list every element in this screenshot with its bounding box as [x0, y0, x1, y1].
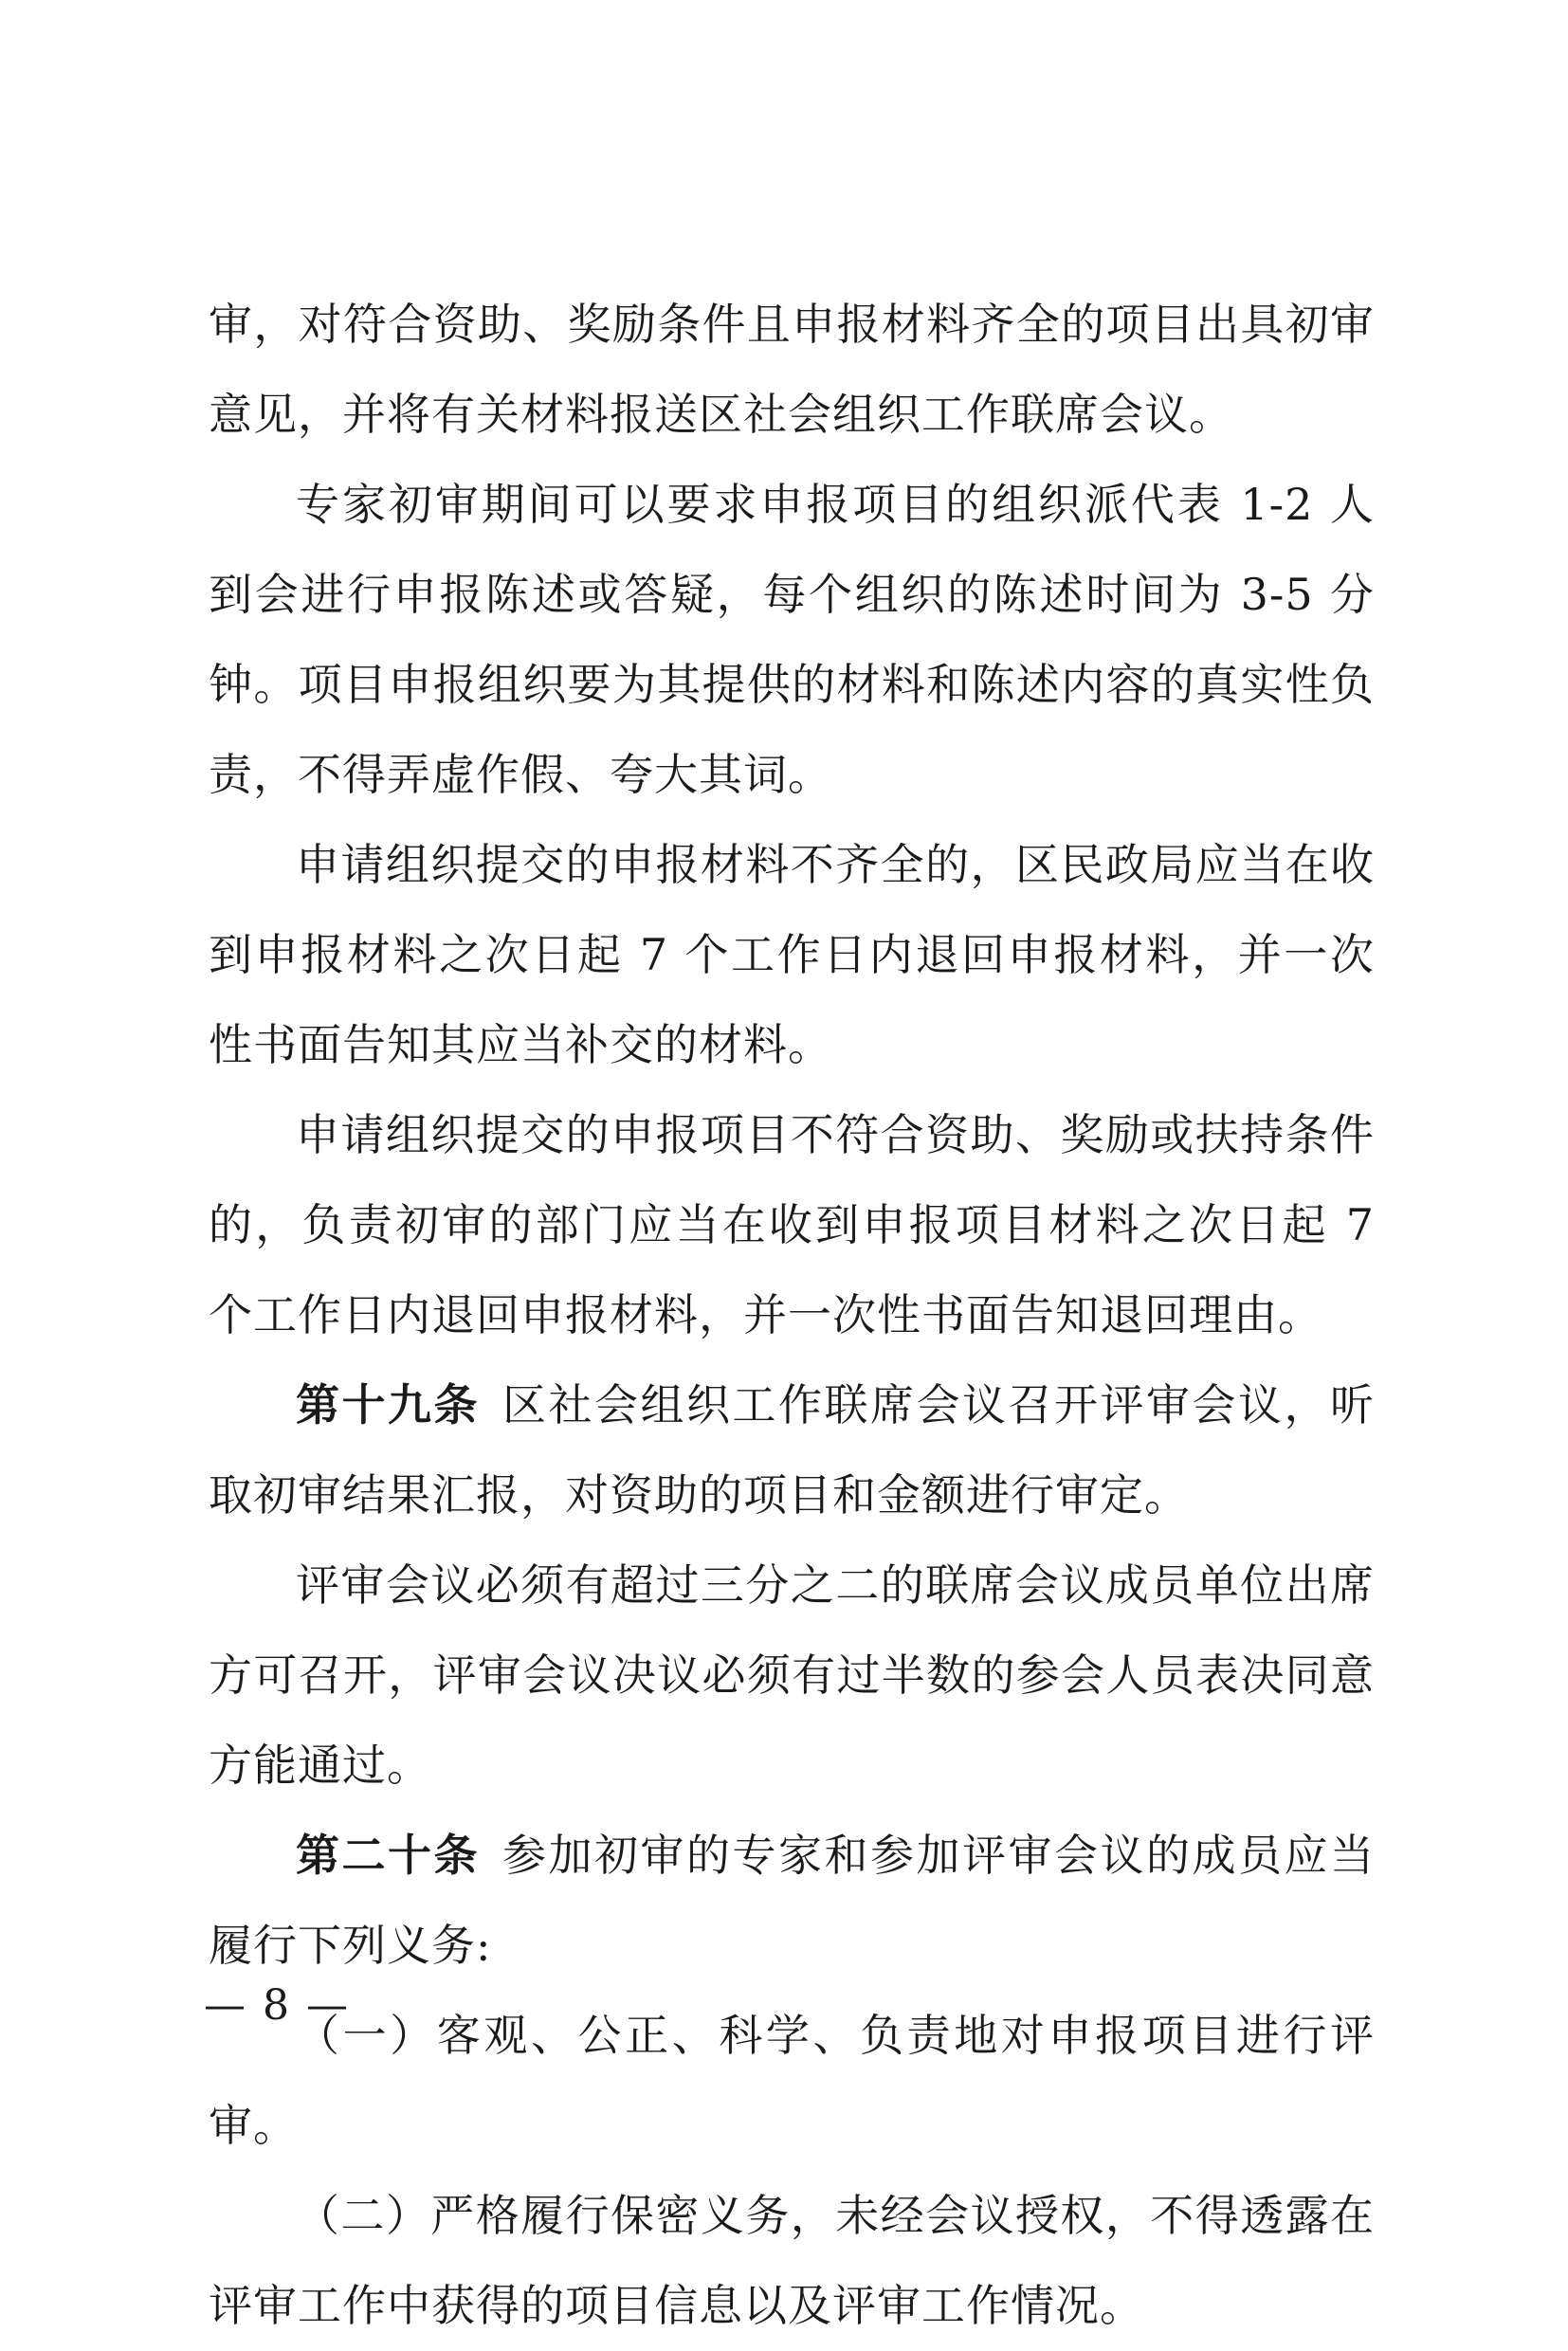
- paragraph-expert-review: 专家初审期间可以要求申报项目的组织派代表 1-2 人到会进行申报陈述或答疑，每个组织的陈述时间为 3-5 分钟。项目申报组织要为其提供的材料和陈述内容的真实性负责，不得弄虚作假、夸大其词。: [209, 479, 1375, 800]
- document-body: [209, 280, 1375, 2351]
- page-number: — 8 —: [204, 1981, 350, 2030]
- article-20-item-2: （二）严格履行保密义务，未经会议授权，不得透露在评审工作中获得的项目信息以及评审工作情况。: [209, 2190, 1375, 2331]
- article-19-text: 区社会组织工作联席会议召开评审会议，听取初审结果汇报，对资助的项目和金额进行审定。: [209, 1379, 1375, 1521]
- article-19-title: 第十九条: [296, 1379, 480, 1431]
- article-20-title: 第二十条: [296, 1830, 480, 1881]
- article-19: [209, 1360, 1375, 1540]
- article-20: [209, 1811, 1375, 1991]
- paragraph-continuation: 审，对符合资助、奖励条件且申报材料齐全的项目出具初审意见，并将有关材料报送区社会组织工作联席会议。: [209, 299, 1375, 440]
- article-20-text: 参加初审的专家和参加评审会议的成员应当履行下列义务:: [209, 1830, 1375, 1971]
- paragraph-incomplete-materials: 申请组织提交的申报材料不齐全的，区民政局应当在收到申报材料之次日起 7 个工作日内退回申报材料，并一次性书面告知其应当补交的材料。: [209, 839, 1375, 1070]
- paragraph-nonqualifying-project: 申请组织提交的申报项目不符合资助、奖励或扶持条件的，负责初审的部门应当在收到申报项目材料之次日起 7 个工作日内退回申报材料，并一次性书面告知退回理由。: [209, 1109, 1375, 1340]
- article-19-paragraph-2: 评审会议必须有超过三分之二的联席会议成员单位出席方可召开，评审会议决议必须有过半数的参会人员表决同意方能通过。: [209, 1559, 1375, 1791]
- article-20-item-1: （一）客观、公正、科学、负责地对申报项目进行评审。: [209, 2010, 1375, 2151]
